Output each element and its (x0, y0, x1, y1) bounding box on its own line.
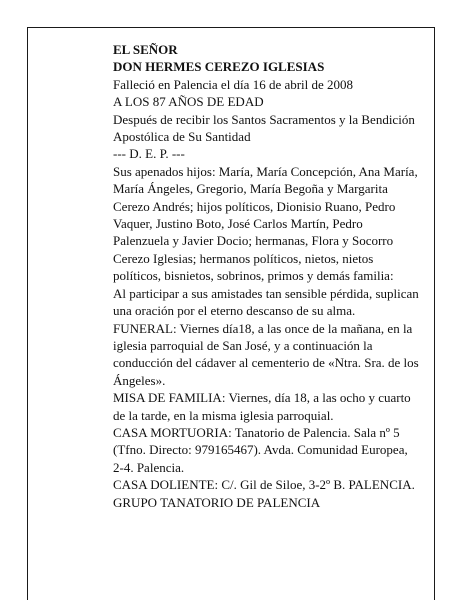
mortuary-paragraph: CASA MORTUORIA: Tanatorio de Palencia. Sala nº 5 (Tfno. Directo: 979165467). Avda. Comunidad Europea, 2-4. Palencia. (113, 424, 408, 475)
mourning-house-paragraph: CASA DOLIENTE: C/. Gil de Siloe, 3-2º B. PALENCIA. (113, 477, 415, 493)
border-top (27, 27, 435, 28)
request-paragraph: Al participar a sus amistades tan sensible pérdida, suplican una oración por el eterno descanso de su alma. (113, 285, 419, 319)
sacraments-paragraph: Después de recibir los Santos Sacramentos y la Bendición Apostólica de Su Santidad (113, 111, 415, 145)
funeral-paragraph: FUNERAL: Viernes día18, a las once de la mañana, en la iglesia parroquial de San José, y a continuación la conducción del cádaver al cementerio de «Ntra. Sra. de los Ángeles». (113, 320, 419, 388)
family-mass-paragraph: MISA DE FAMILIA: Viernes, día 18, a las ocho y cuarto de la tarde, en la misma iglesia parroquial. (113, 390, 411, 423)
funeral-home-group: GRUPO TANATORIO DE PALENCIA (113, 494, 321, 510)
age-line: A LOS 87 AÑOS DE EDAD (113, 94, 264, 110)
rip-line: --- D. E. P. --- (113, 146, 185, 162)
family-paragraph: Sus apenados hijos: María, María Concepción, Ana María, María Ángeles, Gregorio, María Begoña y Margarita Cerezo Andrés; hijos políticos, Dionisio Ruano, Pedro Vaquer, Justino Boto, José Carlos Martín, Pedro Palenzuela y Javier Docio; hermanas, Flora y Socorro Cerezo Iglesias; hermanos políticos, nietos, nietos políticos, bisnietos, sobrinos, primos y demás familia: (113, 163, 418, 284)
obituary-notice (113, 41, 419, 511)
deceased-name: DON HERMES CEREZO IGLESIAS (113, 59, 325, 75)
death-info: Falleció en Palencia el día 16 de abril de 2008 (113, 76, 354, 92)
title-line-1: EL SEÑOR (113, 42, 178, 57)
border-left (27, 27, 28, 600)
border-right (434, 27, 435, 600)
